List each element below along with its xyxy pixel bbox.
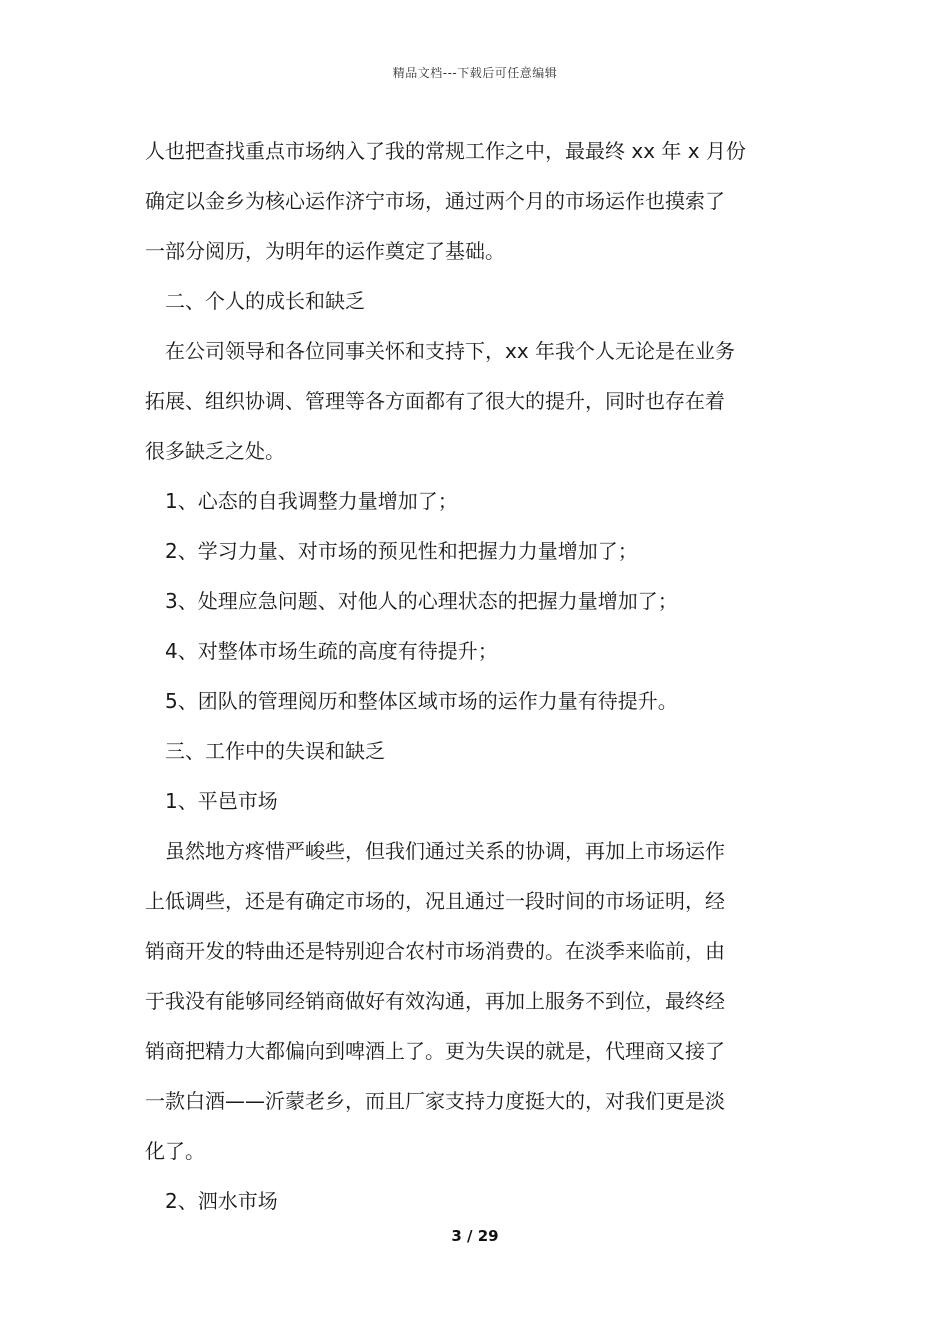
text-line: 一款白酒——沂蒙老乡，而且厂家支持力度挺大的，对我们更是淡 <box>145 1089 725 1113</box>
document-body <box>145 126 807 1226</box>
paragraph-start: 在公司领导和各位同事关怀和支持下，xx 年我个人无论是在业务 <box>165 339 736 363</box>
list-item: 3、处理应急问题、对他人的心理状态的把握力量增加了； <box>165 589 678 613</box>
section-heading: 二、个人的成长和缺乏 <box>165 289 365 313</box>
text-line: 于我没有能够同经销商做好有效沟通，再加上服务不到位，最终经 <box>145 989 725 1013</box>
subsection-heading: 2、泗水市场 <box>165 1189 278 1213</box>
text-line: 销商把精力大都偏向到啤酒上了。更为失误的就是，代理商又接了 <box>145 1039 725 1063</box>
text-line: 拓展、组织协调、管理等各方面都有了很大的提升，同时也存在着 <box>145 389 725 413</box>
text-line: 上低调些，还是有确定市场的，况且通过一段时间的市场证明，经 <box>145 889 725 913</box>
section-heading: 三、工作中的失误和缺乏 <box>165 739 385 763</box>
paragraph-start: 虽然地方疼惜严峻些，但我们通过关系的协调，再加上市场运作 <box>165 839 725 863</box>
text-line: 确定以金乡为核心运作济宁市场，通过两个月的市场运作也摸索了 <box>145 189 725 213</box>
text-line: 很多缺乏之处。 <box>145 439 285 463</box>
list-item: 5、团队的管理阅历和整体区域市场的运作力量有待提升。 <box>165 689 678 713</box>
text-line: 销商开发的特曲还是特别迎合农村市场消费的。在淡季来临前，由 <box>145 939 725 963</box>
list-item: 4、对整体市场生疏的高度有待提升； <box>165 639 498 663</box>
page-number: 3 / 29 <box>451 1227 499 1245</box>
text-line: 一部分阅历，为明年的运作奠定了基础。 <box>145 239 505 263</box>
text-line: 人也把查找重点市场纳入了我的常规工作之中，最最终 xx 年 x 月份 <box>145 139 746 163</box>
subsection-heading: 1、平邑市场 <box>165 789 278 813</box>
list-item: 1、心态的自我调整力量增加了； <box>165 489 458 513</box>
page-header: 精品文档---下载后可任意编辑 <box>392 66 558 80</box>
text-line: 化了。 <box>145 1139 205 1163</box>
list-item: 2、学习力量、对市场的预见性和把握力力量增加了； <box>165 539 638 563</box>
